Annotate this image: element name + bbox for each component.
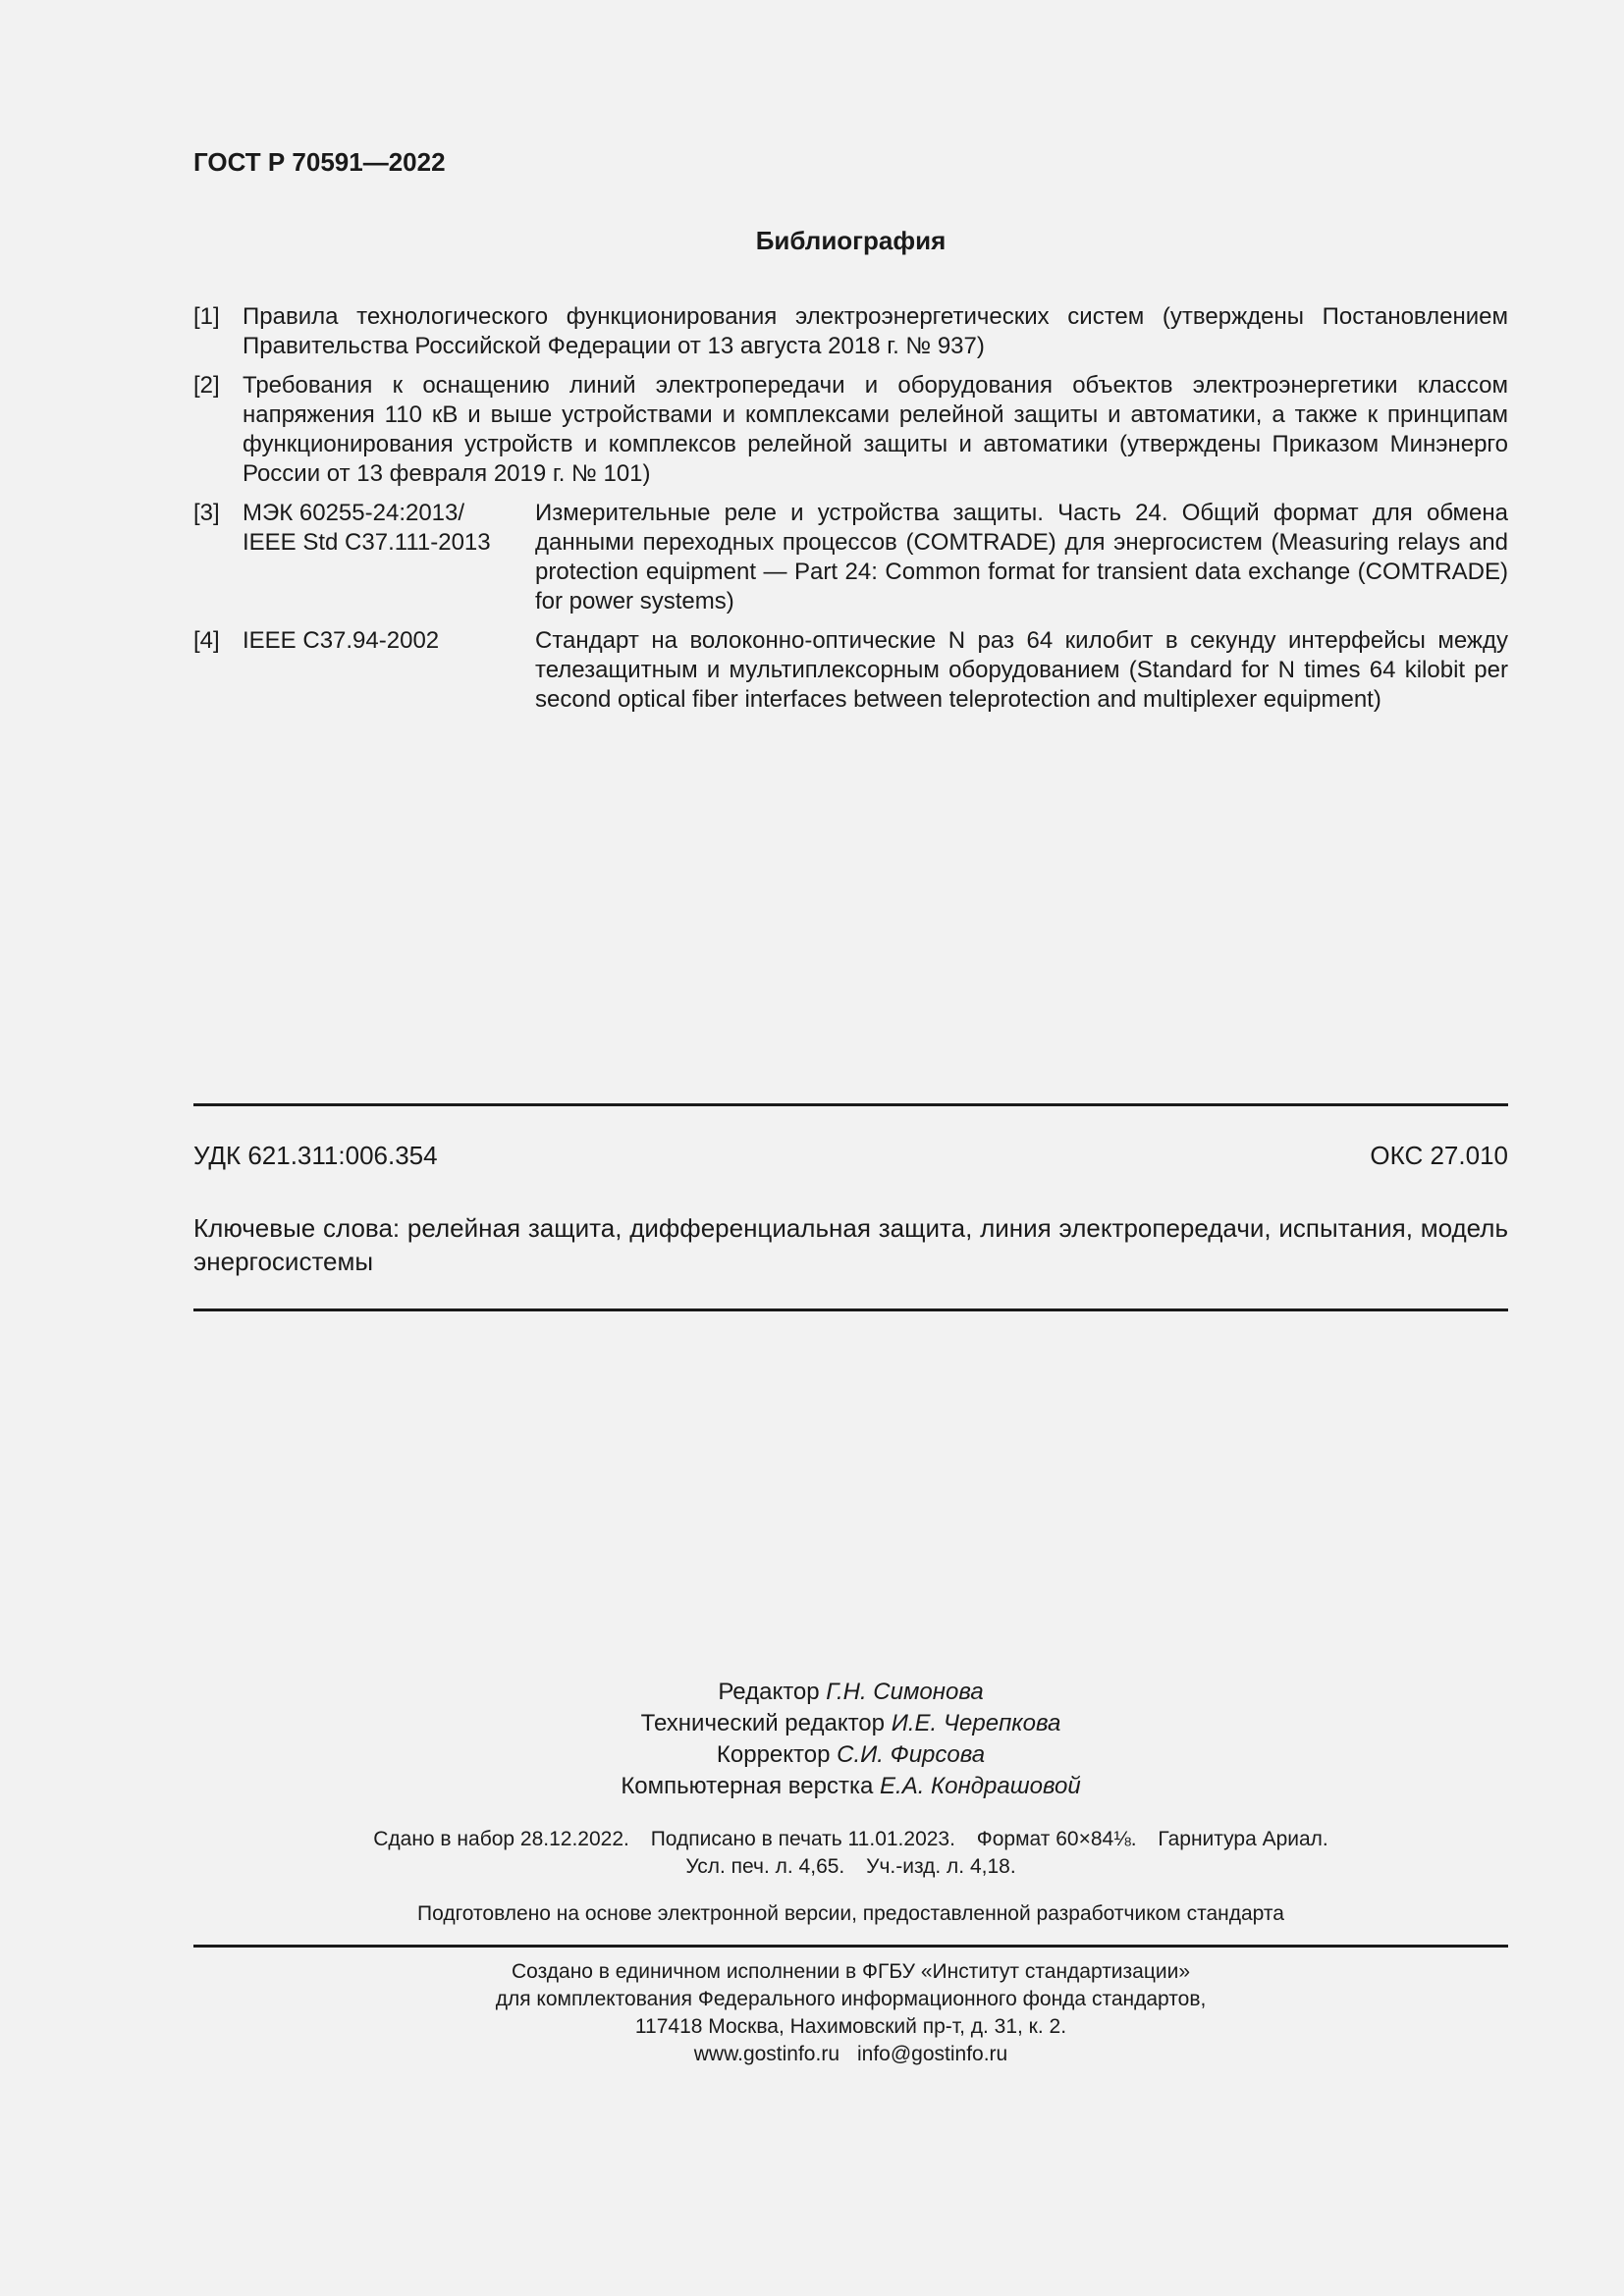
publisher-block	[193, 1958, 1508, 2068]
oks-code: ОКС 27.010	[1370, 1141, 1508, 1170]
submitted-date: Сдано в набор 28.12.2022.	[373, 1828, 629, 1850]
publisher-contacts	[193, 2041, 1508, 2068]
keywords: Ключевые слова: релейная защита, дифференциальная защита, линия электропередачи, испытания, модель энергосистемы	[193, 1213, 1508, 1276]
classification-row	[193, 1141, 1508, 1171]
bibliography-title: Библиография	[755, 226, 947, 255]
entry-code-line: МЭК 60255-24:2013/	[243, 500, 465, 526]
pub-sheets: Уч.-изд. л. 4,18.	[866, 1855, 1016, 1878]
entry-text: Требования к оснащению линий электропередачи и оборудования объектов электроэнергетики классом напряжения 110 кВ и выше устройствами и комплексами релейной защиты и автоматики, а также к принципам функционирования устройств и комплексов релейной защиты и автоматики (утверждены Приказом Минэнерго России от 13 февраля 2019 г. № 101)	[243, 372, 1508, 487]
credit-name: Г.Н. Симонова	[826, 1679, 984, 1705]
entry-code	[243, 626, 535, 715]
typeface: Гарнитура Ариал.	[1158, 1828, 1328, 1850]
credit-name: Е.А. Кондрашовой	[880, 1773, 1081, 1799]
entry-text: Стандарт на волоконно-оптические N раз 64 килобит в секунду интерфейсы между телезащитным и мультиплексорным оборудованием (Standard for N times 64 kilobit per second optical fiber interfaces between teleprotection and multiplexer equipment)	[535, 627, 1508, 713]
prepared-note: Подготовлено на основе электронной версии, предоставленной разработчиком стандарта	[417, 1902, 1284, 1925]
publisher-line: для комплектования Федерального информационного фонда стандартов,	[495, 1988, 1207, 2010]
publisher-line: Создано в единичном исполнении в ФГБУ «Институт стандартизации»	[511, 1960, 1191, 1983]
entry-number: [1]	[193, 303, 220, 330]
signed-date: Подписано в печать 11.01.2023.	[650, 1828, 955, 1850]
entry-code-line: IEEE C37.94-2002	[243, 627, 440, 654]
bibliography-entry	[193, 499, 1508, 616]
entry-text: Измерительные реле и устройства защиты. Часть 24. Общий формат для обмена данными переходных процессов (COMTRADE) для энергосистем (Measuring relays and protection equipment — Part 24: Common format for transient data exchange (COMTRADE) for power systems)	[535, 500, 1508, 614]
bibliography-entry	[193, 302, 1508, 361]
divider-publisher	[193, 1945, 1508, 1948]
credit-name: С.И. Фирсова	[837, 1741, 986, 1768]
bibliography-list	[193, 302, 1508, 724]
website-link[interactable]: www.gostinfo.ru	[693, 2043, 839, 2065]
entry-text: Правила технологического функционирования электроэнергетических систем (утверждены Постановлением Правительства Российской Федерации от 13 августа 2018 г. № 937)	[243, 303, 1508, 359]
divider-bottom	[193, 1308, 1508, 1311]
print-info-line	[193, 1853, 1508, 1881]
divider-top	[193, 1103, 1508, 1106]
document-page	[193, 0, 1508, 2296]
entry-number: [2]	[193, 372, 220, 399]
credit-layout: Компьютерная верстка Е.А. Кондрашовой	[621, 1773, 1081, 1799]
print-sheets: Усл. печ. л. 4,65.	[685, 1855, 845, 1878]
credit-name: И.Е. Черепкова	[891, 1710, 1061, 1736]
paper-format: Формат 60×84⅛.	[976, 1828, 1137, 1850]
credit-tech-editor: Технический редактор И.Е. Черепкова	[640, 1710, 1061, 1736]
bibliography-entry	[193, 371, 1508, 489]
email-link[interactable]: info@gostinfo.ru	[857, 2043, 1008, 2065]
standard-code: ГОСТ Р 70591—2022	[193, 147, 446, 177]
entry-number: [4]	[193, 627, 220, 654]
print-info	[193, 1826, 1508, 1881]
entry-code	[243, 499, 535, 616]
bibliography-entry	[193, 626, 1508, 715]
entry-number: [3]	[193, 500, 220, 526]
print-info-line	[193, 1826, 1508, 1853]
credit-editor: Редактор Г.Н. Симонова	[718, 1679, 984, 1705]
udk-code: УДК 621.311:006.354	[193, 1141, 438, 1170]
publisher-line: 117418 Москва, Нахимовский пр-т, д. 31, к. 2.	[634, 2015, 1067, 2038]
entry-code-line: IEEE Std C37.111-2013	[243, 529, 491, 556]
credits-block	[193, 1677, 1508, 1802]
credit-corrector: Корректор С.И. Фирсова	[716, 1741, 986, 1768]
